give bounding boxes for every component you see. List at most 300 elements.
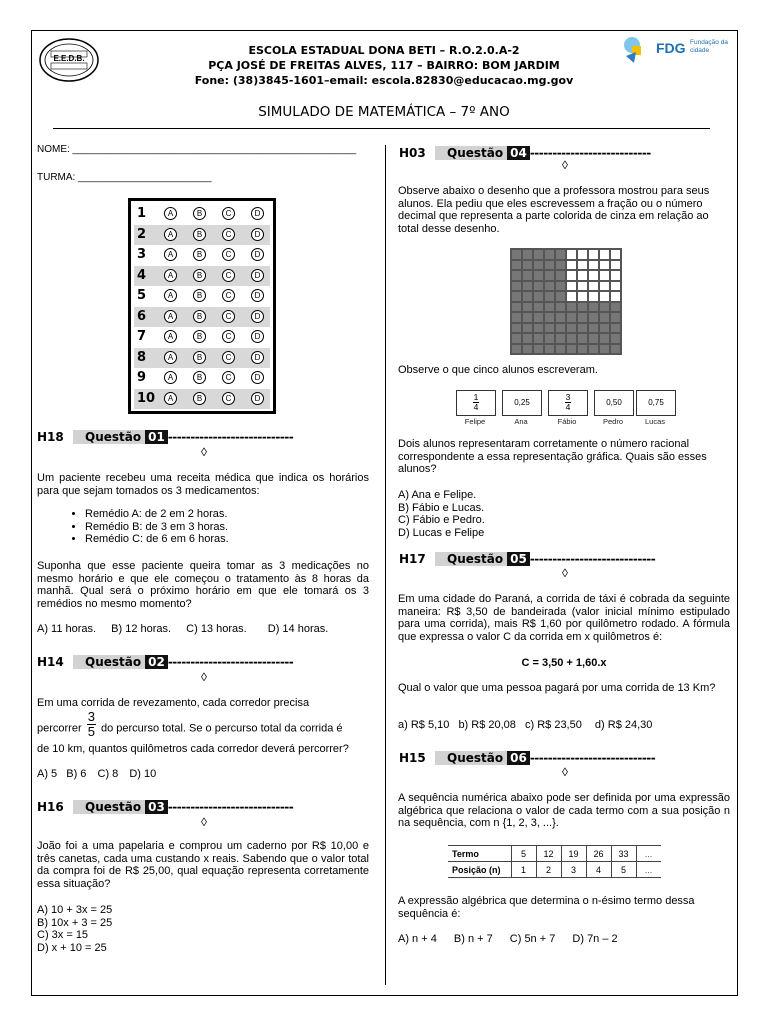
grid-cell-shaded [555, 260, 566, 271]
skill-code: H17 [399, 552, 426, 566]
grid-cell-shaded [533, 323, 544, 334]
grid-cell-white [599, 249, 610, 260]
school-header [150, 43, 618, 88]
answer-bubble-b[interactable]: B [193, 351, 206, 364]
answer-bubble-a[interactable]: A [164, 248, 177, 261]
answer-row [134, 368, 270, 388]
grid-cell-white [599, 281, 610, 292]
student-name: Lucas [644, 417, 665, 426]
diamond-icon: ◊ [562, 566, 568, 580]
answer-bubble-a[interactable]: A [164, 228, 177, 241]
question-header-02 [37, 655, 293, 669]
answer-sheet [128, 198, 276, 414]
student-name: Pedro [602, 417, 623, 426]
grid-cell-shaded [555, 323, 566, 334]
row-label: Termo [448, 846, 511, 862]
grid-cell-shaded [544, 281, 555, 292]
grid-cell-shaded [533, 249, 544, 260]
option-c[interactable]: C) Fábio e Pedro. [398, 514, 485, 526]
answer-bubble-d[interactable]: D [251, 269, 264, 282]
fraction [473, 393, 480, 412]
answer-bubble-b[interactable]: B [193, 310, 206, 323]
answer-bubble-a[interactable]: A [164, 310, 177, 323]
answer-bubble-a[interactable]: A [164, 371, 177, 384]
grid-cell-white [577, 291, 588, 302]
dash-line: ---------------------------- [167, 800, 294, 814]
question-label: Questão [435, 751, 507, 765]
answer-bubble-c[interactable]: C [222, 392, 235, 405]
grid-cell-shaded [544, 291, 555, 302]
grid-cell-shaded [544, 260, 555, 271]
grid-cell-shaded [511, 270, 522, 281]
grid-cell-white [577, 281, 588, 292]
grid-cell-white [588, 270, 599, 281]
school-name: ESCOLA ESTADUAL DONA BETI – R.O.2.0.A-2 [248, 44, 520, 57]
grid-cell-white [588, 249, 599, 260]
q03-text: João foi a uma papelaria e comprou um caderno por R$ 10,00 e três canetas, cada uma custando x reais. Sabendo que o valor total da compra foi de R$ 25,00, qual equação representa corretamente essa situação? [37, 840, 369, 890]
answer-bubble-b[interactable]: B [193, 371, 206, 384]
name-field[interactable]: NOME: ___________________________________________________ [37, 144, 357, 155]
answer-bubble-c[interactable]: C [222, 310, 235, 323]
grid-cell-shaded [599, 333, 610, 344]
student-answer: 0,25 [514, 398, 530, 407]
medication-item: • Remédio C: de 6 em 6 horas. [85, 533, 229, 546]
answer-row-number: 5 [137, 288, 147, 303]
grid-cell-shaded [511, 344, 522, 355]
grid-cell-shaded [555, 302, 566, 313]
grid-cell-shaded [544, 344, 555, 355]
answer-row [134, 225, 270, 245]
medication-item: • Remédio B: de 3 em 3 horas. [85, 521, 229, 534]
q02-text-b2: do percurso total. Se o percurso total da corrida é [100, 722, 343, 735]
q04-question: Dois alunos representaram corretamente o número racional correspondente a essa representação gráfica. Quais são esses alunos? [398, 438, 707, 475]
answer-bubble-b[interactable]: B [193, 289, 206, 302]
grid-cell-shaded [599, 312, 610, 323]
student-name: Felipe [464, 417, 486, 426]
question-header-01 [37, 430, 293, 444]
table-row [448, 862, 661, 878]
option-c[interactable]: c) R$ 23,50 [524, 719, 582, 731]
answer-bubble-b[interactable]: B [193, 207, 206, 220]
grid-cell-shaded [577, 302, 588, 313]
option-b[interactable]: B) 12 horas. [111, 623, 172, 635]
fraction [87, 710, 96, 739]
grid-cell-shaded [599, 302, 610, 313]
logo-text: E.E.D.B. [53, 54, 85, 63]
grid-cell-shaded [533, 312, 544, 323]
table-cell: 3 [561, 862, 586, 878]
grid-cell-shaded [599, 323, 610, 334]
grid-cell-shaded [588, 302, 599, 313]
answer-row [134, 389, 270, 409]
option-a[interactable]: a) R$ 5,10 [398, 719, 450, 731]
grid-cell-white [566, 281, 577, 292]
answer-bubble-d[interactable]: D [251, 351, 264, 364]
grid-cell-white [566, 249, 577, 260]
answer-bubble-a[interactable]: A [164, 289, 177, 302]
answer-row-number: 7 [137, 329, 147, 344]
grid-cell-shaded [555, 270, 566, 281]
diamond-icon: ◊ [562, 158, 568, 172]
option-b[interactable]: B) n + 7 [453, 933, 493, 945]
fraction-denominator: 4 [565, 402, 571, 413]
grid-cell-shaded [577, 312, 588, 323]
q06-options [398, 933, 618, 945]
answer-bubble-c[interactable]: C [222, 330, 235, 343]
grid-cell-shaded [544, 270, 555, 281]
q05-formula: C = 3,50 + 1,60.x [521, 657, 607, 669]
question-label: Questão [73, 655, 145, 669]
table-row [448, 846, 661, 862]
grid-cell-shaded [511, 291, 522, 302]
question-number: 02 [145, 655, 168, 669]
option-b[interactable]: b) R$ 20,08 [458, 719, 516, 731]
grid-cell-white [610, 270, 621, 281]
answer-bubble-a[interactable]: A [164, 330, 177, 343]
grid-cell-shaded [566, 323, 577, 334]
grid-cell-shaded [544, 323, 555, 334]
fdg-text: FDG [656, 40, 686, 56]
dash-line: --------------------------- [529, 146, 651, 160]
grid-cell-shaded [566, 344, 577, 355]
question-header-04 [399, 146, 651, 160]
grid-cell-shaded [533, 270, 544, 281]
question-number: 06 [507, 751, 530, 765]
student-card-fabio [548, 390, 588, 416]
answer-row-number: 9 [137, 370, 147, 385]
school-logo [38, 37, 100, 83]
dash-line: ---------------------------- [529, 552, 656, 566]
grid-cell-shaded [533, 333, 544, 344]
grid-cell-shaded [511, 312, 522, 323]
q04-text: Observe abaixo o desenho que a professora mostrou para seus alunos. Ela pediu que eles escrevessem a fração ou o número decimal que representa a parte colorida de cinza em relação ao total desse desenho. [398, 185, 710, 235]
option-c[interactable]: C) 13 horas. [186, 623, 247, 635]
skill-code: H15 [399, 751, 426, 765]
grid-cell-shaded [599, 344, 610, 355]
medication-list [37, 508, 229, 546]
question-number: 05 [507, 552, 530, 566]
option-b[interactable]: B) 10x + 3 = 25 [37, 916, 113, 929]
student-card-ana [502, 390, 542, 416]
exam-title: SIMULADO DE MATEMÁTICA – 7º ANO [258, 104, 510, 120]
grid-cell-shaded [610, 323, 621, 334]
grid-cell-shaded [511, 281, 522, 292]
option-a[interactable]: A) Ana e Felipe. [398, 489, 477, 501]
table-cell: 1 [511, 862, 536, 878]
grid-cell-white [588, 281, 599, 292]
dash-line: ---------------------------- [167, 430, 294, 444]
sequence-table [448, 845, 661, 878]
answer-bubble-c[interactable]: C [222, 289, 235, 302]
question-label: Questão [435, 552, 507, 566]
grid-cell-shaded [555, 312, 566, 323]
option-a[interactable]: A) 5 [37, 768, 58, 780]
option-d[interactable]: D) Lucas e Felipe [398, 526, 485, 539]
table-cell: 4 [586, 862, 611, 878]
question-label: Questão [73, 430, 145, 444]
answer-row [134, 204, 270, 224]
table-cell: ... [636, 862, 661, 878]
q02-text-b [37, 709, 369, 739]
grid-cell-shaded [555, 281, 566, 292]
student-card-pedro [594, 390, 634, 416]
grid-cell-shaded [511, 333, 522, 344]
fraction [565, 393, 572, 412]
grid-cell-shaded [511, 323, 522, 334]
grid-cell-white [566, 291, 577, 302]
diamond-icon: ◊ [201, 815, 207, 829]
q01-text: Um paciente recebeu uma receita médica que indica os horários para que sejam tomados os 3 medicamentos: [37, 472, 369, 497]
grid-cell-shaded [533, 344, 544, 355]
answer-bubble-b[interactable]: B [193, 228, 206, 241]
q06-question: A expressão algébrica que determina o n-ésimo termo dessa sequência é: [398, 895, 695, 920]
question-header-05 [399, 552, 655, 566]
answer-bubble-b[interactable]: B [193, 392, 206, 405]
option-a[interactable]: A) n + 4 [398, 933, 437, 945]
grid-cell-shaded [577, 333, 588, 344]
q02-options [37, 768, 156, 780]
q04-students-intro: Observe o que cinco alunos escreveram. [398, 364, 598, 376]
answer-row [134, 307, 270, 327]
table-cell: 19 [561, 846, 586, 862]
grid-cell-white [610, 281, 621, 292]
grid-cell-shaded [544, 312, 555, 323]
grid-cell-white [577, 270, 588, 281]
grid-cell-white [566, 260, 577, 271]
grid-cell-shaded [544, 302, 555, 313]
grid-cell-white [599, 270, 610, 281]
skill-code: H18 [37, 430, 64, 444]
question-header-06 [399, 751, 655, 765]
skill-code: H03 [399, 146, 426, 160]
grid-cell-shaded [522, 302, 533, 313]
q06-text: A sequência numérica abaixo pode ser definida por uma expressão algébrica que relaciona o valor de cada termo com a sua posição n na sequência, com n {1, 2, 3, ...}. [398, 792, 730, 829]
q02-text-c: de 10 km, quantos quilômetros cada corredor deverá percorrer? [37, 743, 349, 755]
skill-code: H16 [37, 800, 64, 814]
grid-cell-shaded [511, 302, 522, 313]
answer-bubble-b[interactable]: B [193, 269, 206, 282]
grid-cell-shaded [588, 323, 599, 334]
answer-bubble-c[interactable]: C [222, 248, 235, 261]
grid-cell-shaded [533, 291, 544, 302]
q04-options [398, 489, 485, 539]
answer-bubble-a[interactable]: A [164, 392, 177, 405]
grid-cell-white [577, 260, 588, 271]
school-address: PÇA JOSÉ DE FREITAS ALVES, 117 – BAIRRO: BOM JARDIM [208, 59, 560, 72]
grid-cell-shaded [555, 249, 566, 260]
student-name: Ana [514, 417, 528, 426]
option-d[interactable]: D) 14 horas. [267, 623, 329, 635]
option-d[interactable]: D) 10 [129, 768, 157, 780]
answer-bubble-d[interactable]: D [251, 289, 264, 302]
q05-text: Em uma cidade do Paraná, a corrida de táxi é cobrada da seguinte maneira: R$ 3,50 de bandeirada (valor inicial mínimo estipulado para uma corrida), mais R$ 1,60 por quilômetro rodado. A fórmula que expressa o valor C da corrida em x quilômetros é: [398, 593, 730, 643]
medication-item: • Remédio A: de 2 em 2 horas. [85, 508, 229, 521]
grid-cell-shaded [522, 312, 533, 323]
answer-bubble-c[interactable]: C [222, 371, 235, 384]
grid-cell-shaded [610, 312, 621, 323]
answer-row [134, 327, 270, 347]
answer-row [134, 348, 270, 368]
option-d[interactable]: d) R$ 24,30 [594, 719, 653, 731]
grid-cell-shaded [522, 333, 533, 344]
option-d[interactable]: D) x + 10 = 25 [37, 941, 107, 954]
answer-bubble-d[interactable]: D [251, 392, 264, 405]
grid-cell-white [610, 260, 621, 271]
question-header-03 [37, 800, 293, 814]
fdg-logo [620, 34, 730, 66]
answer-row-number: 2 [137, 226, 147, 242]
grid-cell-shaded [533, 302, 544, 313]
grid-cell-shaded [610, 333, 621, 344]
answer-bubble-a[interactable]: A [164, 351, 177, 364]
answer-row-number: 4 [137, 267, 147, 283]
q02-text-a: Em uma corrida de revezamento, cada corredor precisa [37, 697, 310, 709]
grid-cell-shaded [566, 333, 577, 344]
q05-question: Qual o valor que uma pessoa pagará por uma corrida de 13 Km? [398, 682, 716, 694]
question-label: Questão [73, 800, 145, 814]
grid-cell-white [610, 249, 621, 260]
student-card-lucas [636, 390, 676, 416]
grid-cell-white [566, 270, 577, 281]
table-cell: 2 [536, 862, 561, 878]
question-number: 03 [145, 800, 168, 814]
grid-cell-shaded [522, 291, 533, 302]
option-c[interactable]: C) 8 [97, 768, 119, 780]
school-contact: Fone: (38)3845-1601–email: escola.82830@educacao.mg.gov [194, 74, 574, 87]
answer-row [134, 266, 270, 286]
table-cell: 5 [511, 846, 536, 862]
option-c[interactable]: C) 5n + 7 [509, 933, 556, 945]
grid-cell-white [588, 260, 599, 271]
q01-question: Suponha que esse paciente queira tomar as 3 medicações no mesmo horário e que ele começou o tratamento às 8 horas da manhã. Qual será o próximo horário em que ele tomará os 3 remédios no mesmo momento? [37, 560, 369, 610]
q03-options [37, 904, 112, 954]
grid-cell-shaded [566, 302, 577, 313]
answer-bubble-c[interactable]: C [222, 207, 235, 220]
grid-cell-shaded [544, 333, 555, 344]
option-a[interactable]: A) 10 + 3x = 25 [37, 904, 113, 916]
student-card-felipe [456, 390, 496, 416]
answer-bubble-d[interactable]: D [251, 330, 264, 343]
answer-bubble-d[interactable]: D [251, 371, 264, 384]
dash-line: ---------------------------- [529, 751, 656, 765]
option-b[interactable]: B) Fábio e Lucas. [398, 501, 485, 514]
grid-cell-shaded [533, 260, 544, 271]
grid-cell-white [588, 291, 599, 302]
diamond-icon: ◊ [201, 445, 207, 459]
answer-row-number: 1 [137, 206, 147, 221]
question-label: Questão [435, 146, 507, 160]
fraction-denominator: 4 [473, 402, 479, 413]
grid-cell-shaded [588, 344, 599, 355]
answer-bubble-b[interactable]: B [193, 248, 206, 261]
answer-bubble-d[interactable]: D [251, 207, 264, 220]
grid-cell-shaded [522, 270, 533, 281]
grid-cell-shaded [511, 249, 522, 260]
answer-bubble-b[interactable]: B [193, 330, 206, 343]
fraction-numerator: 1 [473, 392, 479, 403]
option-d[interactable]: D) 7n – 2 [572, 933, 618, 945]
grid-cell-shaded [610, 344, 621, 355]
fdg-subtext: Fundação da cidade [690, 39, 728, 54]
grid-cell-shaded [522, 260, 533, 271]
row-label: Posição (n) [448, 862, 511, 878]
q01-options [37, 623, 328, 635]
answer-bubble-a[interactable]: A [164, 207, 177, 220]
fraction-numerator: 3 [87, 709, 95, 724]
table-cell: 12 [536, 846, 561, 862]
grid-cell-shaded [555, 344, 566, 355]
q05-options [398, 719, 652, 731]
diamond-icon: ◊ [201, 670, 207, 684]
answer-row-number: 6 [137, 308, 147, 324]
answer-row-number: 8 [137, 349, 147, 365]
answer-row-number: 10 [137, 390, 156, 406]
answer-bubble-d[interactable]: D [251, 248, 264, 261]
answer-row [134, 245, 270, 265]
grid-cell-shaded [522, 344, 533, 355]
option-a[interactable]: A) 11 horas. [37, 623, 97, 635]
fraction-numerator: 3 [565, 392, 571, 403]
title-rule [53, 128, 710, 129]
column-divider [385, 145, 386, 985]
grid-cell-shaded [610, 302, 621, 313]
answer-bubble-c[interactable]: C [222, 351, 235, 364]
grid-cell-shaded [522, 249, 533, 260]
grid-cell-shaded [588, 333, 599, 344]
grid-cell-shaded [555, 291, 566, 302]
skill-code: H14 [37, 655, 64, 669]
answer-row [134, 286, 270, 306]
grid-cell-white [599, 291, 610, 302]
table-cell: ... [636, 846, 661, 862]
grid-cell-shaded [577, 344, 588, 355]
question-number: 01 [145, 430, 168, 444]
grid-cell-shaded [588, 312, 599, 323]
grid-cell-shaded [555, 333, 566, 344]
option-c[interactable]: C) 3x = 15 [37, 929, 89, 941]
grid-cell-shaded [511, 260, 522, 271]
table-cell: 5 [611, 862, 636, 878]
table-cell: 26 [586, 846, 611, 862]
grid-cell-white [610, 291, 621, 302]
diamond-icon: ◊ [562, 765, 568, 779]
dash-line: ---------------------------- [167, 655, 294, 669]
class-field[interactable]: TURMA: ________________________ [37, 172, 212, 183]
answer-bubble-c[interactable]: C [222, 228, 235, 241]
grid-cell-shaded [522, 323, 533, 334]
table-cell: 33 [611, 846, 636, 862]
student-answer: 0,75 [648, 398, 664, 407]
fraction-grid [510, 248, 622, 355]
answer-bubble-a[interactable]: A [164, 269, 177, 282]
answer-bubble-d[interactable]: D [251, 310, 264, 323]
answer-row-number: 3 [137, 247, 147, 262]
student-answer: 0,50 [606, 398, 622, 407]
grid-cell-shaded [533, 281, 544, 292]
grid-cell-white [577, 249, 588, 260]
grid-cell-shaded [522, 281, 533, 292]
student-name: Fábio [557, 417, 577, 426]
grid-cell-shaded [577, 323, 588, 334]
answer-bubble-d[interactable]: D [251, 228, 264, 241]
question-number: 04 [507, 146, 530, 160]
answer-bubble-c[interactable]: C [222, 269, 235, 282]
fraction-denominator: 5 [87, 724, 95, 739]
grid-cell-shaded [566, 312, 577, 323]
option-b[interactable]: B) 6 [66, 768, 87, 780]
grid-cell-white [599, 260, 610, 271]
q02-text-b1: percorrer [37, 722, 82, 735]
